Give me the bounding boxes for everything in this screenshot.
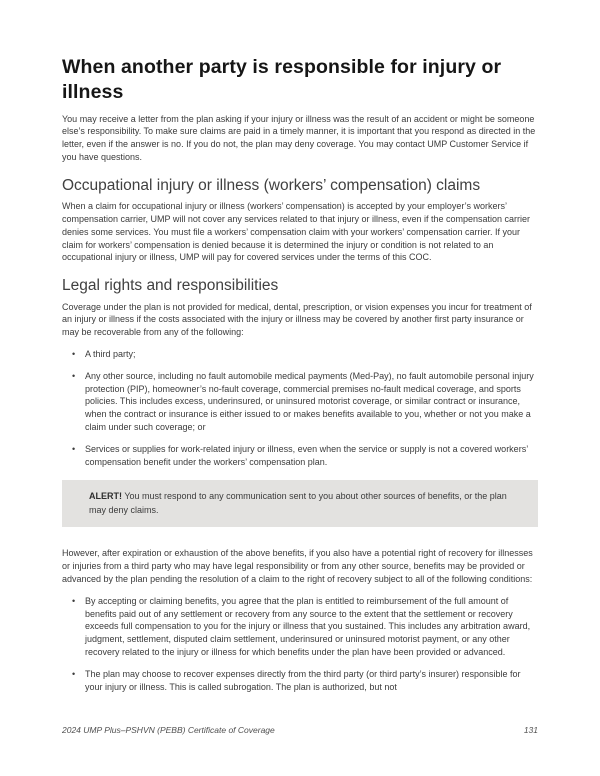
legal-intro-paragraph: Coverage under the plan is not provided for medical, dental, prescription, or vision expenses you incur for treatment of an injury or illness if the costs associated with the injury or illness may be covered by another first party insurance or may be recoverable from any of the following:: [62, 301, 532, 338]
page-number: 131: [523, 725, 538, 735]
bullet-icon: [72, 668, 75, 681]
intro-paragraph: You may receive a letter from the plan asking if your injury or illness was the result of an accident or might be someone else’s responsibility. To make sure claims are paid in a timely manner, it is important that you respond as directed in the letter, even if the answer is no. If you do not, the plan may deny coverage. You may contact UMP Customer Service if you have questions.: [62, 113, 536, 163]
continuation-paragraph: However, after expiration or exhaustion of the above benefits, if you also have a potential right of recovery for illnesses or injuries from a third party who may have legal responsibility or from any other source, benefits may be provided or advanced by the plan pending the resolution of a claim to the right of recovery subject to all of the following conditions:: [62, 548, 533, 584]
alert-text: You must respond to any communication sent to you about other sources of benefits, or the plan may deny claims.: [89, 491, 507, 515]
alert-box: [62, 480, 538, 527]
footer-document-title: 2024 UMP Plus–PSHVN (PEBB) Certificate of Coverage: [62, 725, 275, 735]
bullet-text: Services or supplies for work-related injury or illness, even when the service or supply is not a covered workers’ compensation benefit under the workers’ compensation plan.: [85, 443, 528, 467]
bullet-text: By accepting or claiming benefits, you agree that the plan is entitled to reimbursement of the full amount of benefits paid out of any settlement or recovery from any source to the extent that the settlement or recovery exceeds full compensation to you for the injury or illness that you sustained. This includes any arbitration award, judgment, settlement, disputed claim settlement, underinsured or uninsured motorist payment, or any other recovery related to the injury or illness for which benefits under the plan have been provided or advanced.: [85, 595, 531, 657]
alert-label: ALERT!: [89, 491, 122, 502]
occupational-paragraph: When a claim for occupational injury or illness (workers’ compensation) is accepted by your employer’s workers’ compensation carrier, UMP will not cover any services related to that injury or illness, even if the compensation carrier denies some services. You must file a workers’ compensation claim with your workers’ compensation carrier. If your claim for workers’ compensation is denied because it is determined the injury or condition is not related to an occupational injury or illness, UMP will pay for covered services under the terms of this COC.: [62, 201, 531, 263]
bullet-item: [62, 370, 538, 434]
bullet-text: The plan may choose to recover expenses directly from the third party (or third party’s insurer) responsible for your injury or illness. This is called subrogation. The plan is authorized, but not: [85, 668, 521, 692]
section-heading-occupational: Occupational injury or illness (workers’ compensation) claims: [62, 176, 481, 194]
bullet-item: [62, 348, 538, 361]
bullet-text: Any other source, including no fault automobile medical payments (Med-Pay), no fault automobile personal injury protection (PIP), homeowner’s no-fault coverage, commercial premises no-fault medical coverage, and sports policies. This includes excess, underinsured, or uninsured motorist coverage, or similar contract or insurance, when the contract or insurance is either issued to or makes benefits available to you, whether or not you make a claim under such coverage; or: [85, 370, 534, 432]
bullet-icon: [72, 370, 75, 383]
bullet-item: [62, 595, 538, 659]
page-title: When another party is responsible for injury or illness: [62, 56, 502, 104]
bullet-item: [62, 443, 538, 469]
bullet-icon: [72, 595, 75, 608]
bullet-icon: [72, 443, 75, 456]
bullet-icon: [72, 348, 75, 361]
bullet-item: [62, 668, 538, 694]
page-footer: [62, 724, 538, 736]
conditions-bullet-list: [62, 595, 538, 694]
section-heading-legal: Legal rights and responsibilities: [62, 277, 279, 295]
legal-bullet-list: [62, 348, 538, 468]
bullet-text: A third party;: [85, 349, 136, 359]
